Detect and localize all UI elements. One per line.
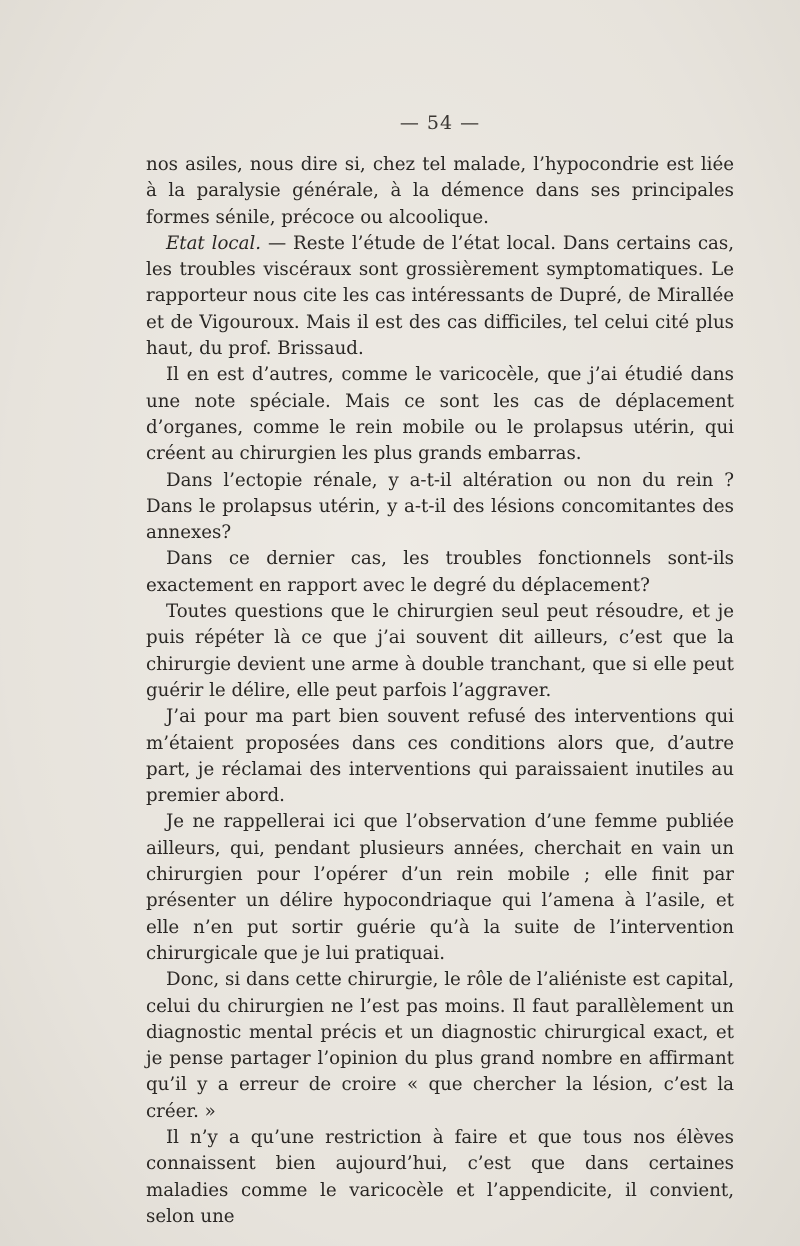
page-number: — 54 — <box>399 112 481 134</box>
paragraph-7: J’ai pour ma part bien souvent refusé des interventions qui m’étaient proposées dans ces conditions alors que, d’autre part, je réclamai des interventions qui paraissaient inutiles au premier abord. <box>146 706 734 807</box>
paragraph-4: Dans l’ectopie rénale, y a-t-il altération ou non du rein ? Dans le prolapsus utérin, y a-t-il des lésions concomitantes des annexes? <box>146 469 734 544</box>
paragraph-3: Il en est d’autres, comme le varicocèle, que j’ai étudié dans une note spéciale. Mais ce sont les cas de déplacement d’organes, comme le rein mobile ou le prolapsus utérin, qui créent au chirurgien les plus grands embarras. <box>146 364 734 465</box>
body-text <box>146 152 734 1230</box>
paragraph-2-text: — Reste l’étude de l’état local. Dans certains cas, les troubles viscéraux sont grossièrement symptomatiques. Le rapporteur nous cite les cas intéressants de Dupré, de Mirallée et de Vigouroux. Mais il est des cas difficiles, tel celui cité plus haut, du prof. Brissaud. <box>146 232 734 360</box>
paragraph-10: Il n’y a qu’une restriction à faire et que tous nos élèves connaissent bien aujourd’hui, c’est que dans certaines maladies comme le varicocèle et l’appendicite, il convient, selon une <box>146 1126 734 1227</box>
paragraph-2 <box>146 231 734 362</box>
paragraph-5: Dans ce dernier cas, les troubles fonctionnels sont-ils exactement en rapport avec le degré du déplacement? <box>146 548 734 596</box>
paragraph-9: Donc, si dans cette chirurgie, le rôle de l’aliéniste est capital, celui du chirurgien ne l’est pas moins. Il faut parallèlement un diagnostic mental précis et un diagnostic chirurgical exact, et je pense partager l’opinion du plus grand nombre en affirmant qu’il y a erreur de croire « que chercher la lésion, c’est la créer. » <box>146 969 734 1122</box>
section-heading-etat-local: Etat local. <box>166 232 262 254</box>
paragraph-1: nos asiles, nous dire si, chez tel malade, l’hypocondrie est liée à la paralysie générale, à la démence dans ses principales formes sénile, précoce ou alcoolique. <box>146 154 734 228</box>
paragraph-8: Je ne rappellerai ici que l’observation d’une femme publiée ailleurs, qui, pendant plusieurs années, cherchait en vain un chirurgien pour l’opérer d’un rein mobile ; elle finit par présenter un délire hypocondriaque qui l’amena à l’asile, et elle n’en put sortir guérie qu’à la suite de l’intervention chirurgicale que je lui pratiquai. <box>146 811 734 964</box>
paragraph-6: Toutes questions que le chirurgien seul peut résoudre, et je puis répéter là ce que j’ai souvent dit ailleurs, c’est que la chirurgie devient une arme à double tranchant, que si elle peut guérir le délire, elle peut parfois l’aggraver. <box>146 601 734 701</box>
